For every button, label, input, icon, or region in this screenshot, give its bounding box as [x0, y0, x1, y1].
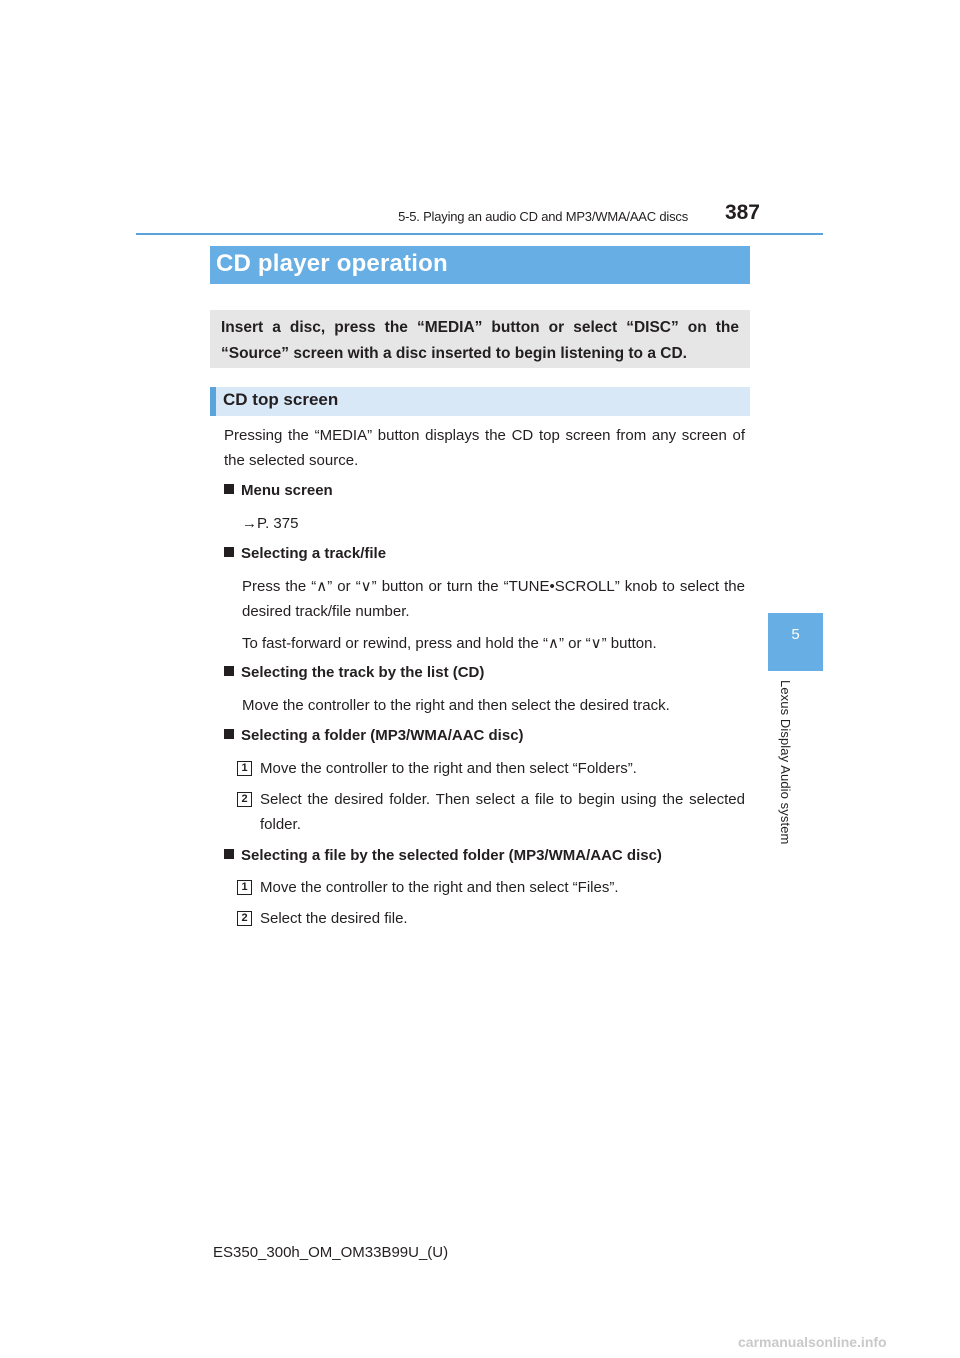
list-paragraph: Move the controller to the right and then select the desired track. — [242, 697, 670, 714]
chapter-tab: 5 — [768, 613, 823, 671]
section-title-bar — [210, 246, 750, 284]
chapter-side-label — [778, 680, 808, 860]
step-number-badge: 1 — [237, 880, 252, 895]
track-paragraph-2: To fast-forward or rewind, press and hold the “∧” or “∨” button. — [242, 635, 657, 652]
item-heading-menu — [224, 482, 333, 499]
step-text: Move the controller to the right and then select “Files”. — [260, 879, 619, 896]
item-heading-list — [224, 664, 484, 681]
step-text: Select the desired folder. Then select a file to begin using the selected folder. — [260, 791, 745, 833]
step-text: Move the controller to the right and then select “Folders”. — [260, 760, 637, 777]
section-title: CD player operation — [216, 250, 448, 277]
item-heading-track — [224, 545, 386, 562]
step-text: Select the desired file. — [260, 910, 408, 927]
running-header-section: 5-5. Playing an audio CD and MP3/WMA/AAC discs — [398, 209, 688, 224]
intro-text: Insert a disc, press the “MEDIA” button or select “DISC” on the “Source” screen with a disc inserted to begin listening to a CD. — [221, 319, 739, 362]
square-bullet-icon — [224, 547, 234, 557]
page-reference: →P. 375 — [242, 515, 299, 532]
track-paragraph-1: Press the “∧” or “∨” button or turn the “TUNE•SCROLL” knob to select the desired track/file number. — [242, 578, 745, 620]
item-heading-file — [224, 847, 662, 864]
square-bullet-icon — [224, 849, 234, 859]
step-number-badge: 2 — [237, 911, 252, 926]
document-code: ES350_300h_OM_OM33B99U_(U) — [213, 1244, 449, 1261]
item-heading-folder-label: Selecting a folder (MP3/WMA/AAC disc) — [241, 727, 524, 744]
intro-box — [210, 310, 750, 368]
item-heading-file-label: Selecting a file by the selected folder (MP3/WMA/AAC disc) — [241, 847, 662, 864]
item-heading-list-label: Selecting the track by the list (CD) — [241, 664, 485, 681]
subsection-title: CD top screen — [223, 390, 339, 409]
subsection-bar — [210, 387, 750, 416]
item-heading-track-label: Selecting a track/file — [241, 545, 387, 562]
watermark: carmanualsonline.info — [738, 1334, 887, 1350]
header-rule — [136, 233, 823, 235]
square-bullet-icon — [224, 729, 234, 739]
step-number-badge: 2 — [237, 792, 252, 807]
square-bullet-icon — [224, 666, 234, 676]
chapter-title: Lexus Display Audio system — [778, 680, 793, 845]
square-bullet-icon — [224, 484, 234, 494]
item-heading-folder — [224, 727, 524, 744]
item-heading-menu-label: Menu screen — [241, 482, 333, 499]
step-number-badge: 1 — [237, 761, 252, 776]
page-number: 387 — [724, 201, 760, 224]
lead-paragraph: Pressing the “MEDIA” button displays the CD top screen from any screen of the selected source. — [224, 427, 745, 469]
